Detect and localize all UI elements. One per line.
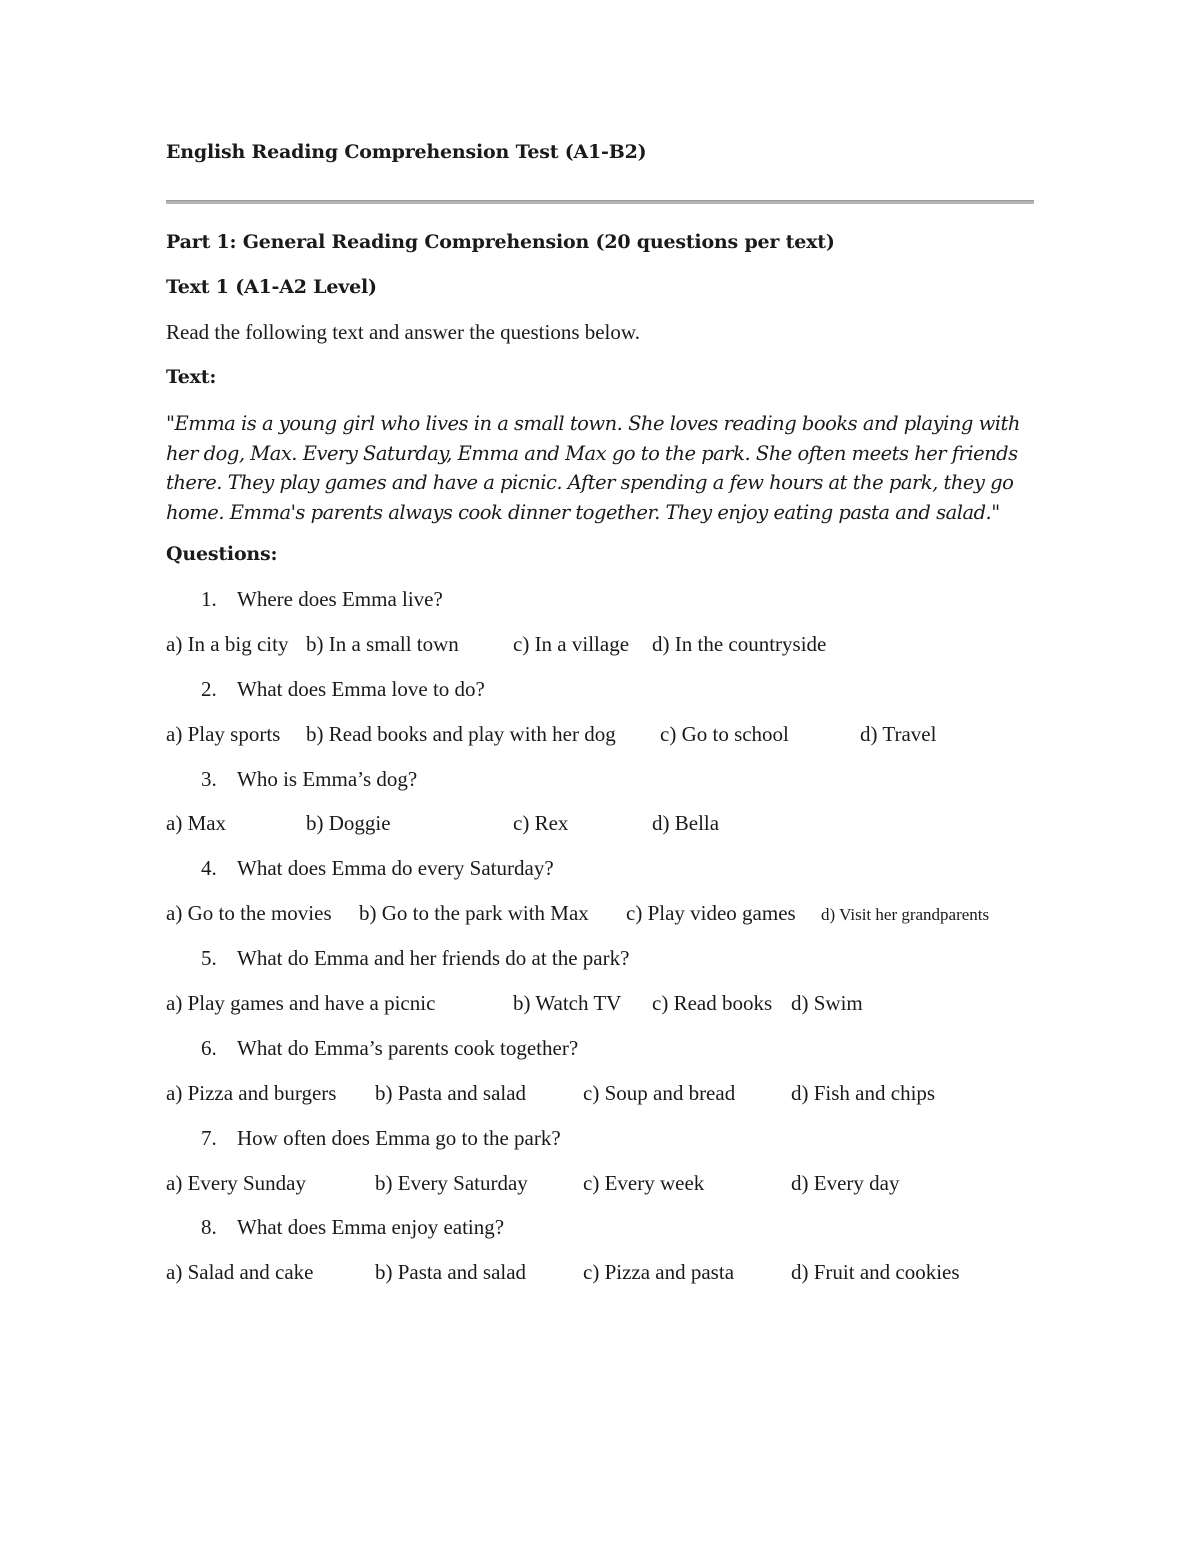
answer-option: b) Pasta and salad <box>375 1081 527 1105</box>
answer-option: d) Travel <box>860 722 937 746</box>
answer-option: d) Bella <box>652 811 720 835</box>
answer-option: b) Pasta and salad <box>375 1260 527 1284</box>
answer-option: b) In a small town <box>306 632 459 656</box>
question-number: 8. <box>201 1215 217 1239</box>
question-text: What does Emma do every Saturday? <box>237 856 554 880</box>
question-number: 4. <box>201 856 217 880</box>
question-text: How often does Emma go to the park? <box>237 1126 561 1150</box>
questions-label: Questions: <box>166 543 278 565</box>
horizontal-rule <box>166 200 1034 204</box>
answer-option: d) In the countryside <box>652 632 827 656</box>
answer-option: c) Rex <box>513 811 569 835</box>
answer-option: c) Pizza and pasta <box>583 1260 735 1284</box>
answer-option: b) Every Saturday <box>375 1171 528 1195</box>
text-label: Text: <box>166 366 217 388</box>
answer-option: a) In a big city <box>166 632 289 656</box>
answer-option: a) Max <box>166 811 227 835</box>
answer-option: a) Pizza and burgers <box>166 1081 337 1105</box>
part-heading: Part 1: General Reading Comprehension (20 questions per text) <box>166 231 835 253</box>
answer-option: d) Visit her grandparents <box>821 905 990 924</box>
answer-option: c) Go to school <box>660 722 789 746</box>
answer-option: c) Play video games <box>626 901 796 925</box>
answer-option: a) Play games and have a picnic <box>166 991 436 1015</box>
question-number: 1. <box>201 587 217 611</box>
answer-option: d) Fish and chips <box>791 1081 936 1105</box>
answer-option: b) Doggie <box>306 811 391 835</box>
question-number: 5. <box>201 946 217 970</box>
answer-option: d) Swim <box>791 991 863 1015</box>
question-number: 7. <box>201 1126 217 1150</box>
question-text: What do Emma’s parents cook together? <box>237 1036 579 1060</box>
answer-option: c) Read books <box>652 991 773 1015</box>
question-number: 2. <box>201 677 217 701</box>
question-text: What does Emma love to do? <box>237 677 485 701</box>
answer-option: a) Go to the movies <box>166 901 332 925</box>
question-text: What does Emma enjoy eating? <box>237 1215 505 1239</box>
question-number: 6. <box>201 1036 217 1060</box>
instruction-text: Read the following text and answer the questions below. <box>166 320 640 344</box>
question-text: Who is Emma’s dog? <box>237 767 418 791</box>
reading-passage: "Emma is a young girl who lives in a small town. She loves reading books and playing with her dog, Max. Every Saturday, Emma and Max go to the park. She often meets her friends there. They play games and have a picnic. After spending a few hours at the park, they go home. Emma's parents always cook dinner together. They enjoy eating pasta and salad." <box>166 412 1020 524</box>
question-text: What do Emma and her friends do at the park? <box>237 946 630 970</box>
document-title: English Reading Comprehension Test (A1-B2) <box>166 141 647 163</box>
answer-option: a) Salad and cake <box>166 1260 314 1284</box>
answer-option: b) Go to the park with Max <box>359 901 589 925</box>
answer-option: a) Play sports <box>166 722 281 746</box>
answer-option: d) Every day <box>791 1171 900 1195</box>
question-number: 3. <box>201 767 217 791</box>
question-text: Where does Emma live? <box>237 587 443 611</box>
answer-option: b) Watch TV <box>513 991 622 1015</box>
answer-option: b) Read books and play with her dog <box>306 722 616 746</box>
answer-option: a) Every Sunday <box>166 1171 306 1195</box>
text-heading: Text 1 (A1-A2 Level) <box>166 276 377 298</box>
answer-option: c) In a village <box>513 632 630 656</box>
answer-option: c) Every week <box>583 1171 705 1195</box>
answer-option: d) Fruit and cookies <box>791 1260 960 1284</box>
answer-option: c) Soup and bread <box>583 1081 736 1105</box>
